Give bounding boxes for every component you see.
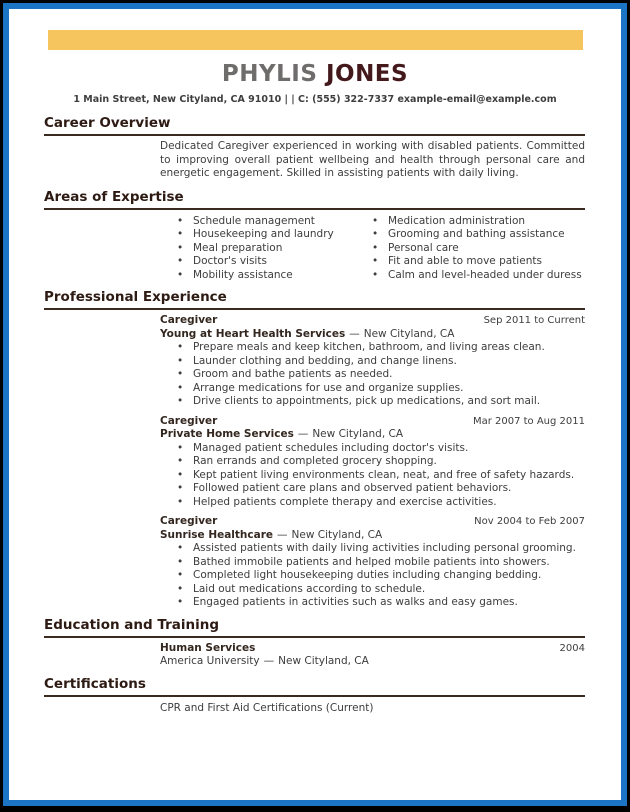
- job-bullet: • Prepare meals and keep kitchen, bathroom, and living areas clean.: [160, 341, 585, 355]
- section-title-career-overview: Career Overview: [44, 115, 585, 136]
- dash-separator: —: [263, 655, 275, 667]
- job-bullet: • Launder clothing and bedding, and change linens.: [160, 355, 585, 369]
- section-title-professional-experience: Professional Experience: [44, 289, 585, 310]
- expertise-columns: [160, 215, 585, 283]
- expertise-column-1: [160, 215, 355, 283]
- section-title-certifications: Certifications: [44, 676, 585, 697]
- job-bullet: • Engaged patients in activities such as walks and easy games.: [160, 596, 585, 610]
- job-bullet: • Bathed immobile patients and helped mobile patients into showers.: [160, 556, 585, 570]
- top-accent-bar: [48, 30, 583, 50]
- job-bullet: • Kept patient living environments clean, neat, and free of safety hazards.: [160, 469, 585, 483]
- company-line: [160, 428, 585, 442]
- job-bullet: • Drive clients to appointments, pick up medications, and sort mail.: [160, 395, 585, 409]
- job-bullet: • Laid out medications according to schedule.: [160, 583, 585, 597]
- job-location: New Cityland, CA: [312, 428, 404, 440]
- job-dates: Nov 2004 to Feb 2007: [474, 516, 585, 527]
- job-bullet: • Arrange medications for use and organize supplies.: [160, 382, 585, 396]
- job-bullet: • Managed patient schedules including doctor's visits.: [160, 442, 585, 456]
- job-entry: [160, 515, 585, 610]
- section-education: [44, 617, 585, 669]
- job-bullet: • Assisted patients with daily living activities including personal grooming.: [160, 542, 585, 556]
- job-dates: Sep 2011 to Current: [483, 315, 585, 326]
- section-title-areas-of-expertise: Areas of Expertise: [44, 189, 585, 210]
- job-entry: [160, 415, 585, 510]
- dash-separator: —: [297, 428, 309, 440]
- section-career-overview: [44, 115, 585, 181]
- job-bullet-list: [160, 442, 585, 510]
- job-bullet: • Ran errands and completed grocery shopping.: [160, 455, 585, 469]
- job-bullet-list: [160, 542, 585, 610]
- job-header: [160, 515, 585, 529]
- job-bullet: • Completed light housekeeping duties including changing bedding.: [160, 569, 585, 583]
- section-certifications: [44, 676, 585, 716]
- expertise-column-2: [355, 215, 585, 283]
- career-overview-text: Dedicated Caregiver experienced in working with disabled patients. Committed to improving overall patient wellbeing and health through personal care and energetic engagement. Skilled in assisting patients with daily living.: [160, 140, 585, 179]
- candidate-last-name: JONES: [325, 61, 409, 87]
- section-professional-experience: [44, 289, 585, 610]
- job-bullet-list: [160, 341, 585, 409]
- expertise-item: • Medication administration: [355, 215, 585, 229]
- job-location: New Cityland, CA: [363, 327, 455, 340]
- job-bullet: • Helped patients complete therapy and exercise activities.: [160, 496, 585, 510]
- dash-separator: —: [349, 327, 360, 340]
- school-name: America University: [160, 655, 260, 667]
- company-name: Sunrise Healthcare: [160, 528, 274, 541]
- job-location: New Cityland, CA: [291, 528, 383, 541]
- job-title: Caregiver: [160, 414, 218, 427]
- job-dates: Mar 2007 to Aug 2011: [472, 415, 585, 427]
- job-bullet: • Groom and bathe patients as needed.: [160, 368, 585, 382]
- school-line: [160, 655, 585, 669]
- job-bullet: • Followed patient care plans and observed patient behaviors.: [160, 482, 585, 496]
- education-header: [160, 642, 585, 656]
- expertise-item: • Fit and able to move patients: [355, 255, 585, 269]
- company-name: Private Home Services: [160, 428, 294, 440]
- degree-name: Human Services: [160, 641, 256, 654]
- graduation-year: 2004: [559, 642, 585, 654]
- job-title: Caregiver: [160, 515, 218, 527]
- certification-text: CPR and First Aid Certifications (Current): [160, 701, 374, 714]
- expertise-item: • Doctor's visits: [160, 255, 355, 269]
- school-location: New Cityland, CA: [278, 655, 369, 667]
- job-title: Caregiver: [160, 314, 218, 326]
- company-line: [160, 529, 585, 543]
- company-line: [160, 328, 585, 342]
- expertise-item: • Mobility assistance: [160, 269, 355, 283]
- section-title-education: Education and Training: [44, 617, 585, 638]
- contact-line: 1 Main Street, New Cityland, CA 91010 | | C: (555) 322-7337 example-email@example.com: [73, 94, 557, 105]
- expertise-item: • Calm and level-headed under duress: [355, 269, 585, 283]
- job-header: [160, 314, 585, 328]
- expertise-item: • Personal care: [355, 242, 585, 256]
- education-entry: [160, 642, 585, 669]
- job-header: [160, 415, 585, 429]
- candidate-name: [9, 60, 621, 88]
- candidate-first-name: PHYLIS: [221, 61, 318, 87]
- expertise-item: • Meal preparation: [160, 242, 355, 256]
- resume-page: [3, 3, 627, 806]
- dash-separator: —: [277, 528, 288, 541]
- company-name: Young at Heart Health Services: [160, 327, 346, 340]
- job-entry: [160, 314, 585, 409]
- section-areas-of-expertise: [44, 189, 585, 283]
- expertise-item: • Housekeeping and laundry: [160, 228, 355, 242]
- expertise-item: • Schedule management: [160, 215, 355, 229]
- expertise-item: • Grooming and bathing assistance: [355, 228, 585, 242]
